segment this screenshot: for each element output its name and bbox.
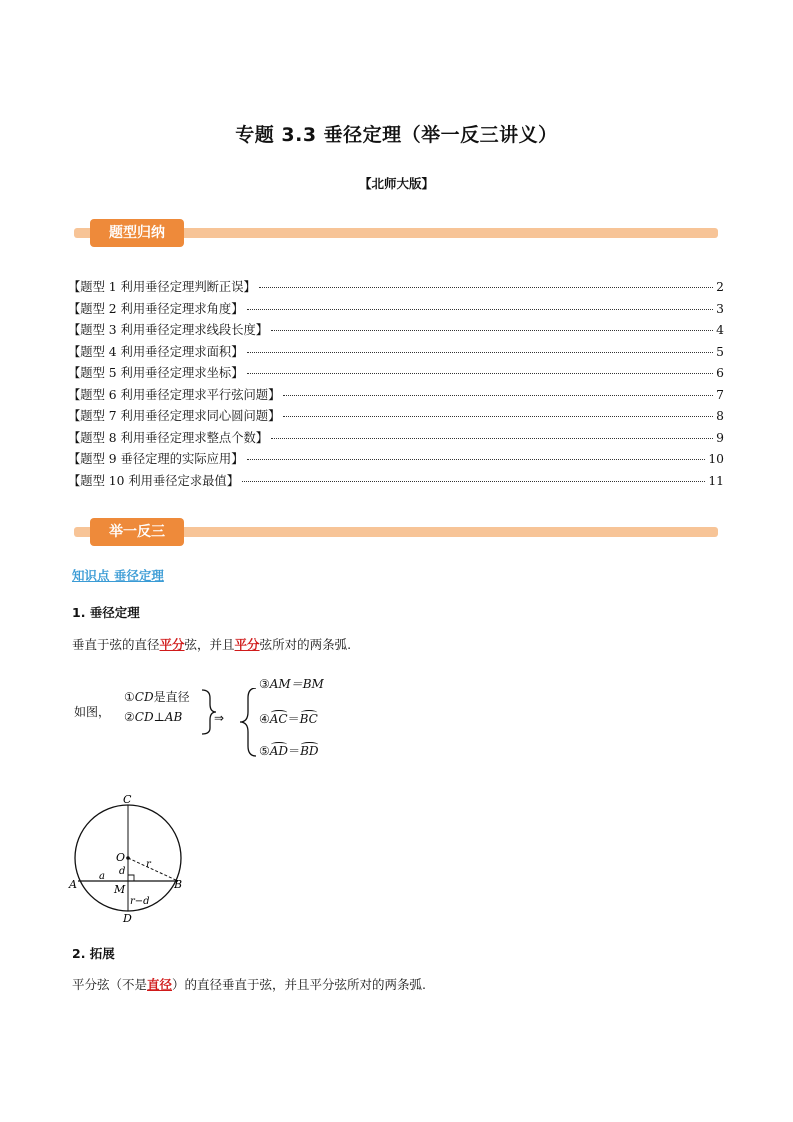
key-term: 直径 <box>147 977 173 992</box>
label-c: C <box>123 793 132 806</box>
right-angle-mark <box>128 875 134 881</box>
knowledge-point-heading[interactable]: 知识点 垂径定理 <box>72 568 164 583</box>
toc-item-page: 10 <box>708 452 724 466</box>
text-run: ）的直径垂直于弦，并且平分弦所对的两条弧. <box>172 977 427 992</box>
arc-expression: BC <box>299 712 318 726</box>
result-3 <box>259 675 324 692</box>
math-var: AB <box>164 710 183 724</box>
toc-banner-tab: 题型归纳 <box>90 219 184 247</box>
circled-number: ⑤ <box>259 744 270 758</box>
text-run: 弦，并且 <box>184 637 235 652</box>
toc-item-title: 【题型 5 利用垂径定理求坐标】 <box>68 366 244 380</box>
toc-item-5[interactable] <box>68 363 724 385</box>
result-5 <box>259 742 319 759</box>
toc-item-title: 【题型 8 利用垂径定理求整点个数】 <box>68 430 269 445</box>
toc-item-1[interactable] <box>68 277 724 299</box>
radius-ob <box>128 858 178 881</box>
toc-item-3[interactable] <box>68 320 724 342</box>
center-point <box>126 856 130 860</box>
toc-item-page: 9 <box>716 430 724 445</box>
toc-item-page: 11 <box>708 473 724 488</box>
arc-expression: AC <box>269 712 288 726</box>
perpendicular-symbol: ⊥ <box>153 710 165 724</box>
page-title: 专题 3.3 垂径定理（举一反三讲义） <box>235 124 558 146</box>
section-2-heading: 2. 拓展 <box>72 946 115 961</box>
label-b: B <box>174 878 183 891</box>
implies-icon: ⇒ <box>214 711 225 725</box>
toc-leader <box>259 287 713 288</box>
toc-leader <box>271 330 713 331</box>
toc-banner <box>74 219 718 247</box>
toc-item-title: 【题型 6 利用垂径定理求平行弦问题】 <box>68 387 281 402</box>
content-banner <box>74 518 718 546</box>
label-a-length: a <box>99 871 105 882</box>
math-expression: AM＝BM <box>269 677 324 691</box>
circle-diagram <box>66 790 196 926</box>
result-4 <box>259 710 318 727</box>
toc-item-page: 7 <box>716 387 724 402</box>
key-term: 平分 <box>234 637 260 652</box>
toc-leader <box>247 309 714 310</box>
math-var: CD <box>134 710 154 724</box>
toc-item-page: 2 <box>716 280 724 294</box>
toc-item-page: 3 <box>716 301 724 316</box>
label-r: r <box>146 859 151 870</box>
label-m: M <box>114 883 126 896</box>
toc-leader <box>271 438 713 439</box>
circled-number: ① <box>124 690 135 704</box>
arc-expression: BD <box>300 744 319 758</box>
circled-number: ③ <box>259 677 270 691</box>
toc-item-6[interactable] <box>68 385 724 407</box>
toc-item-8[interactable] <box>68 428 724 450</box>
text-run: 垂直于弦的直径 <box>72 637 160 652</box>
toc-item-title: 【题型 1 利用垂径定理判断正误】 <box>68 280 256 294</box>
equals-sign: ＝ <box>287 712 300 726</box>
label-d: D <box>123 912 132 925</box>
table-of-contents <box>68 277 724 492</box>
toc-item-7[interactable] <box>68 406 724 428</box>
toc-leader <box>242 481 705 482</box>
brace-graphic <box>198 688 268 768</box>
label-o: O <box>116 851 126 864</box>
toc-item-title: 【题型 3 利用垂径定理求线段长度】 <box>68 323 269 337</box>
toc-item-title: 【题型 2 利用垂径定理求角度】 <box>68 301 244 316</box>
label-d-length: d <box>119 866 126 877</box>
condition-2 <box>124 710 182 724</box>
arc-expression: AD <box>269 744 289 758</box>
math-var: CD <box>134 690 154 704</box>
text-run: 弦所对的两条弧. <box>259 637 352 652</box>
toc-item-page: 4 <box>716 323 724 337</box>
toc-item-10[interactable] <box>68 471 724 493</box>
toc-leader <box>283 395 713 396</box>
label-a: A <box>69 878 77 891</box>
toc-item-page: 5 <box>716 344 724 359</box>
section-1-heading: 1. 垂径定理 <box>72 605 140 620</box>
toc-leader <box>247 352 714 353</box>
toc-item-title: 【题型 10 利用垂径定求最值】 <box>68 473 240 488</box>
circled-number: ④ <box>259 712 270 726</box>
label-r-minus-d: r−d <box>130 896 150 907</box>
condition-1 <box>124 688 190 705</box>
toc-item-title: 【题型 9 垂径定理的实际应用】 <box>68 452 244 466</box>
toc-item-4[interactable] <box>68 342 724 364</box>
text-run: 是直径 <box>153 690 190 704</box>
toc-item-title: 【题型 7 利用垂径定理求同心圆问题】 <box>68 409 281 423</box>
key-term: 平分 <box>159 637 185 652</box>
left-brace-icon <box>240 688 256 756</box>
toc-item-page: 6 <box>716 366 724 380</box>
circled-number: ② <box>124 710 135 724</box>
equals-sign: ＝ <box>288 744 301 758</box>
edition-label: 【北师大版】 <box>358 176 434 191</box>
toc-leader <box>283 416 713 417</box>
toc-item-page: 8 <box>716 409 724 423</box>
figure-prefix: 如图， <box>74 705 111 719</box>
toc-leader <box>247 459 706 460</box>
toc-item-title: 【题型 4 利用垂径定理求面积】 <box>68 344 244 359</box>
text-run: 平分弦（不是 <box>72 977 148 992</box>
toc-item-2[interactable] <box>68 299 724 321</box>
section-2-paragraph <box>72 975 426 993</box>
content-banner-tab: 举一反三 <box>90 518 184 546</box>
toc-leader <box>247 373 714 374</box>
section-1-paragraph <box>72 635 351 653</box>
toc-item-9[interactable] <box>68 449 724 471</box>
